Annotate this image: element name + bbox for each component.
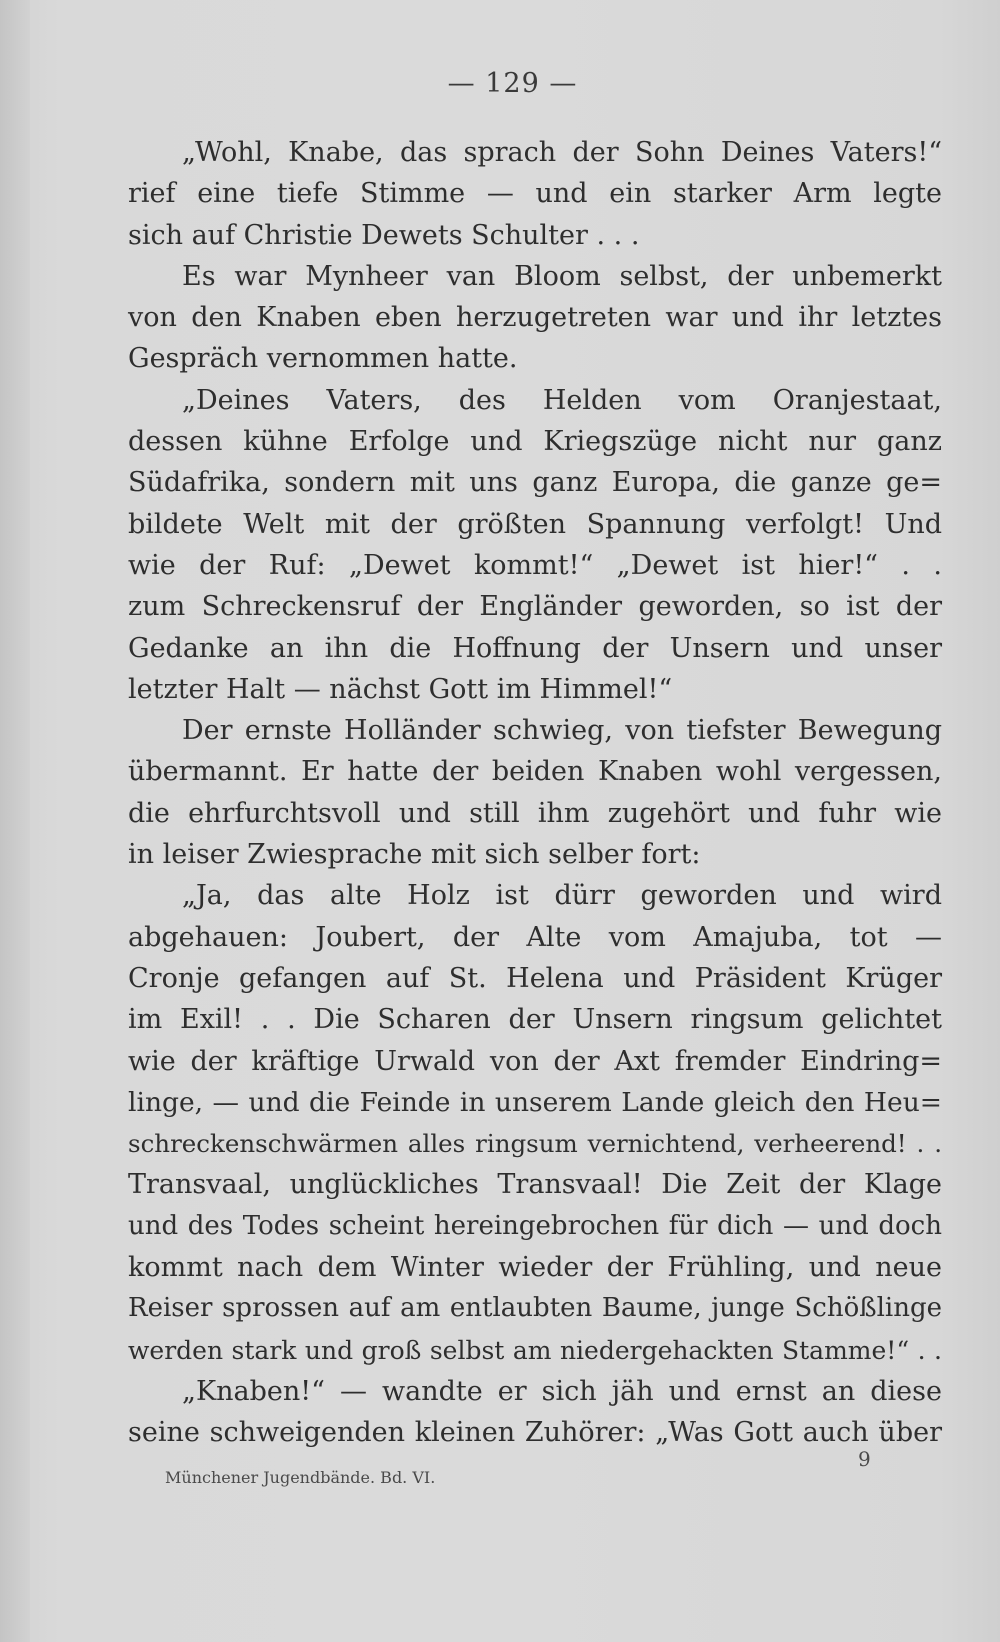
text-line: Gespräch vernommen hatte. <box>128 343 518 375</box>
text-line: Transvaal, unglückliches Transvaal! Die Zeit der Klage <box>128 1169 942 1201</box>
text-line: wie der kräftige Urwald von der Axt fremder Eindring= <box>128 1045 942 1077</box>
text-line: abgehauen: Joubert, der Alte vom Amajuba, tot — <box>128 921 942 953</box>
text-line: linge, — und die Feinde in unserem Lande gleich den Heu= <box>128 1086 942 1118</box>
text-line: „Ja, das alte Holz ist dürr geworden und wird <box>182 880 942 912</box>
text-line: im Exil! . . Die Scharen der Unsern ringsum gelichtet <box>128 1004 942 1036</box>
text-line: Gedanke an ihn die Hoffnung der Unsern und unser <box>128 632 942 664</box>
text-line: bildete Welt mit der größten Spannung verfolgt! Und <box>128 508 942 540</box>
text-line: kommt nach dem Winter wieder der Frühling, und neue <box>128 1252 942 1284</box>
text-line: dessen kühne Erfolge und Kriegszüge nicht nur ganz <box>128 426 942 458</box>
text-line: werden stark und groß selbst am niedergehackten Stamme!“ . . <box>128 1335 942 1365</box>
text-line: seine schweigenden kleinen Zuhörer: „Was Gott auch über <box>128 1417 942 1449</box>
text-line: „Wohl, Knabe, das sprach der Sohn Deines Vaters!“ <box>182 137 942 168</box>
page-text-body <box>128 132 942 1454</box>
text-line: Reiser sprossen auf am entlaubten Baume, junge Schößlinge <box>128 1293 942 1324</box>
printer-signature: Münchener Jugendbände. Bd. VI. <box>165 1468 436 1487</box>
text-line: schreckenschwärmen alles ringsum vernichtend, verheerend! . . <box>128 1129 942 1159</box>
text-line: und des Todes scheint hereingebrochen für dich — und doch <box>128 1210 942 1241</box>
text-line: wie der Ruf: „Dewet kommt!“ „Dewet ist hier!“ . . <box>128 549 942 581</box>
text-line: Es war Mynheer van Bloom selbst, der unbemerkt <box>182 260 942 292</box>
text-line: Der ernste Holländer schwieg, von tiefster Bewegung <box>182 715 942 747</box>
text-line: übermannt. Er hatte der beiden Knaben wohl vergessen, <box>128 756 942 788</box>
page-gutter-shadow <box>0 0 30 1642</box>
sheet-signature-mark: 9 <box>858 1447 871 1471</box>
text-line: von den Knaben eben herzugetreten war und ihr letztes <box>128 302 942 334</box>
text-line: Südafrika, sondern mit uns ganz Europa, die ganze ge= <box>128 467 942 499</box>
text-line: „Knaben!“ — wandte er sich jäh und ernst an diese <box>182 1375 942 1407</box>
text-line: letzter Halt — nächst Gott im Himmel!“ <box>128 673 673 705</box>
text-line: Cronje gefangen auf St. Helena und Präsident Krüger <box>128 962 942 994</box>
text-line: rief eine tiefe Stimme — und ein starker Arm legte <box>128 178 942 210</box>
text-line: die ehrfurchtsvoll und still ihm zugehört und fuhr wie <box>128 797 942 829</box>
text-line: sich auf Christie Dewets Schulter . . . <box>128 219 640 251</box>
text-line: „Deines Vaters, des Helden vom Oranjestaat, <box>182 384 942 416</box>
page-number: — 129 — <box>447 68 578 99</box>
text-line: in leiser Zwiesprache mit sich selber fort: <box>128 839 701 871</box>
text-line: zum Schreckensruf der Engländer geworden, so ist der <box>128 591 942 623</box>
